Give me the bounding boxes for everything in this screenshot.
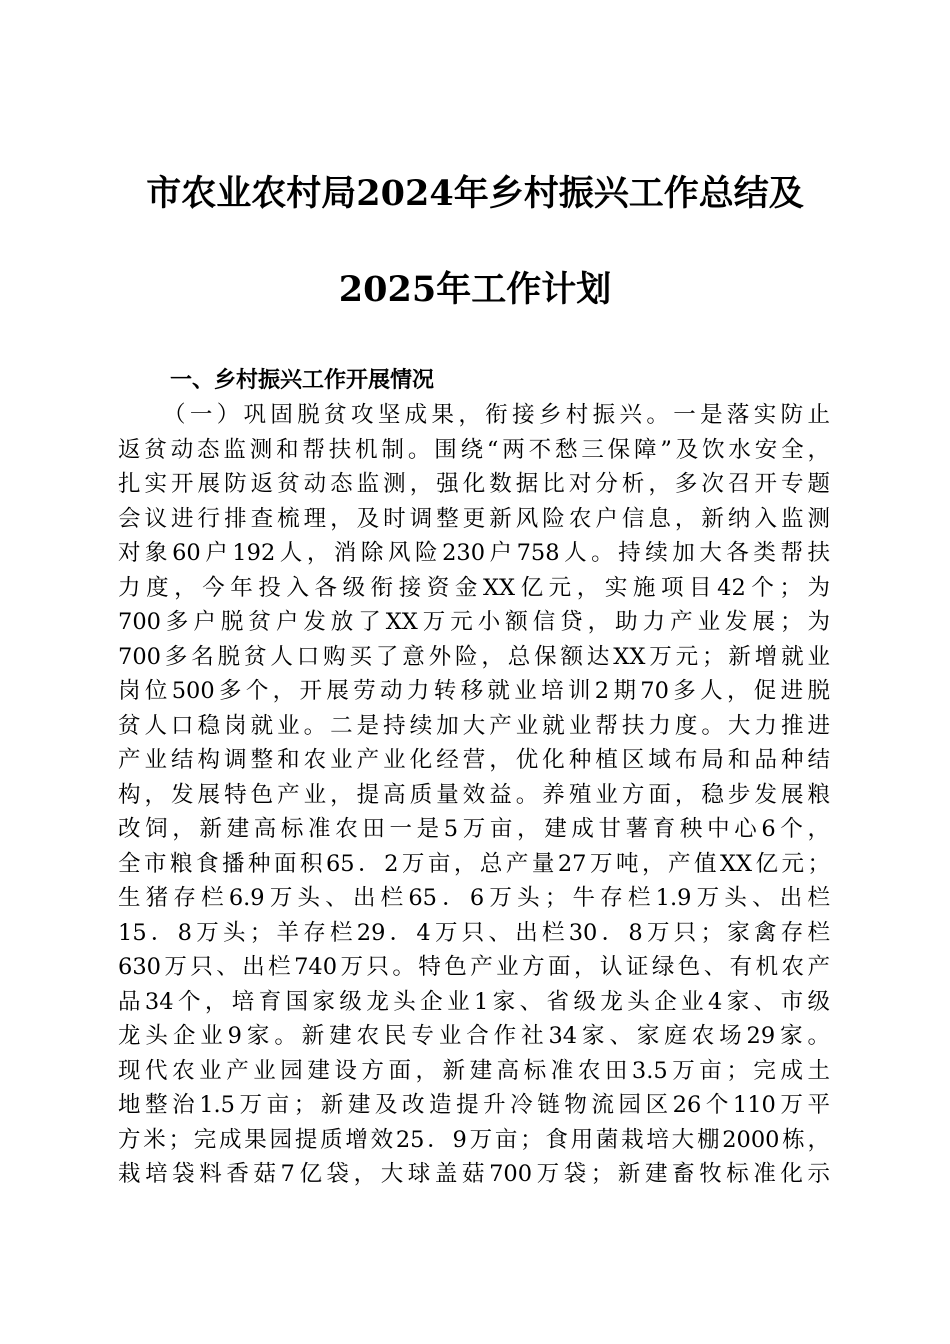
paragraph-line: 改饲，新建高标准农田一是5万亩，建成甘薯育秧中心6个， — [118, 816, 830, 842]
document-title-line-2: 2025年工作计划 — [338, 269, 612, 310]
paragraph-line: 构，发展特色产业，提高质量效益。养殖业方面，稳步发展粮 — [118, 781, 830, 808]
paragraph-line: 力度，今年投入各级衔接资金XX亿元，实施项目42个；为 — [118, 574, 830, 601]
paragraph-line: 生猪存栏6.9万头、出栏65．6万头；牛存栏1.9万头、出栏 — [118, 885, 830, 911]
paragraph-line: 700多户脱贫户发放了XX万元小额信贷，助力产业发展；为 — [118, 609, 830, 635]
paragraph-line: 产业结构调整和农业产业化经营，优化种植区域布局和品种结 — [118, 747, 830, 773]
document-title-line-1: 市农业农村局2024年乡村振兴工作总结及 — [146, 173, 804, 214]
paragraph-line: 现代农业产业园建设方面，新建高标准农田3.5万亩；完成土 — [118, 1057, 830, 1084]
section-heading: 一、乡村振兴工作开展情况 — [170, 368, 435, 393]
paragraph-line: 贫人口稳岗就业。二是持续加大产业就业帮扶力度。大力推进 — [118, 712, 830, 739]
paragraph-line: （一）巩固脱贫攻坚成果，衔接乡村振兴。一是落实防止 — [163, 402, 830, 428]
paragraph-line: 栽培袋料香菇7亿袋，大球盖菇700万袋；新建畜牧标准化示 — [118, 1161, 830, 1187]
paragraph-line: 15．8万头；羊存栏29．4万只、出栏30．8万只；家禽存栏 — [118, 919, 830, 946]
paragraph-line: 返贫动态监测和帮扶机制。围绕“两不愁三保障”及饮水安全， — [118, 436, 830, 463]
paragraph-line: 方米；完成果园提质增效25．9万亩；食用菌栽培大棚2000栋， — [118, 1126, 830, 1153]
paragraph-line: 700多名脱贫人口购买了意外险，总保额达XX万元；新增就业 — [118, 643, 830, 670]
paragraph-line: 全市粮食播种面积65．2万亩，总产量27万吨，产值XX亿元； — [118, 850, 830, 877]
paragraph-line: 扎实开展防返贫动态监测，强化数据比对分析，多次召开专题 — [118, 471, 830, 497]
paragraph-line: 品34个，培育国家级龙头企业1家、省级龙头企业4家、市级 — [118, 988, 830, 1015]
paragraph-line: 岗位500多个，开展劳动力转移就业培训2期70多人，促进脱 — [118, 678, 830, 704]
paragraph-line: 对象60户192人，消除风险230户758人。持续加大各类帮扶 — [118, 540, 830, 566]
paragraph-line: 地整治1.5万亩；新建及改造提升冷链物流园区26个110万平 — [118, 1092, 830, 1118]
paragraph-line: 630万只、出栏740万只。特色产业方面，认证绿色、有机农产 — [118, 954, 830, 980]
body-paragraph — [118, 398, 830, 1192]
paragraph-line: 龙头企业9家。新建农民专业合作社34家、家庭农场29家。 — [118, 1023, 830, 1049]
paragraph-line: 会议进行排查梳理，及时调整更新风险农户信息，新纳入监测 — [118, 505, 830, 532]
